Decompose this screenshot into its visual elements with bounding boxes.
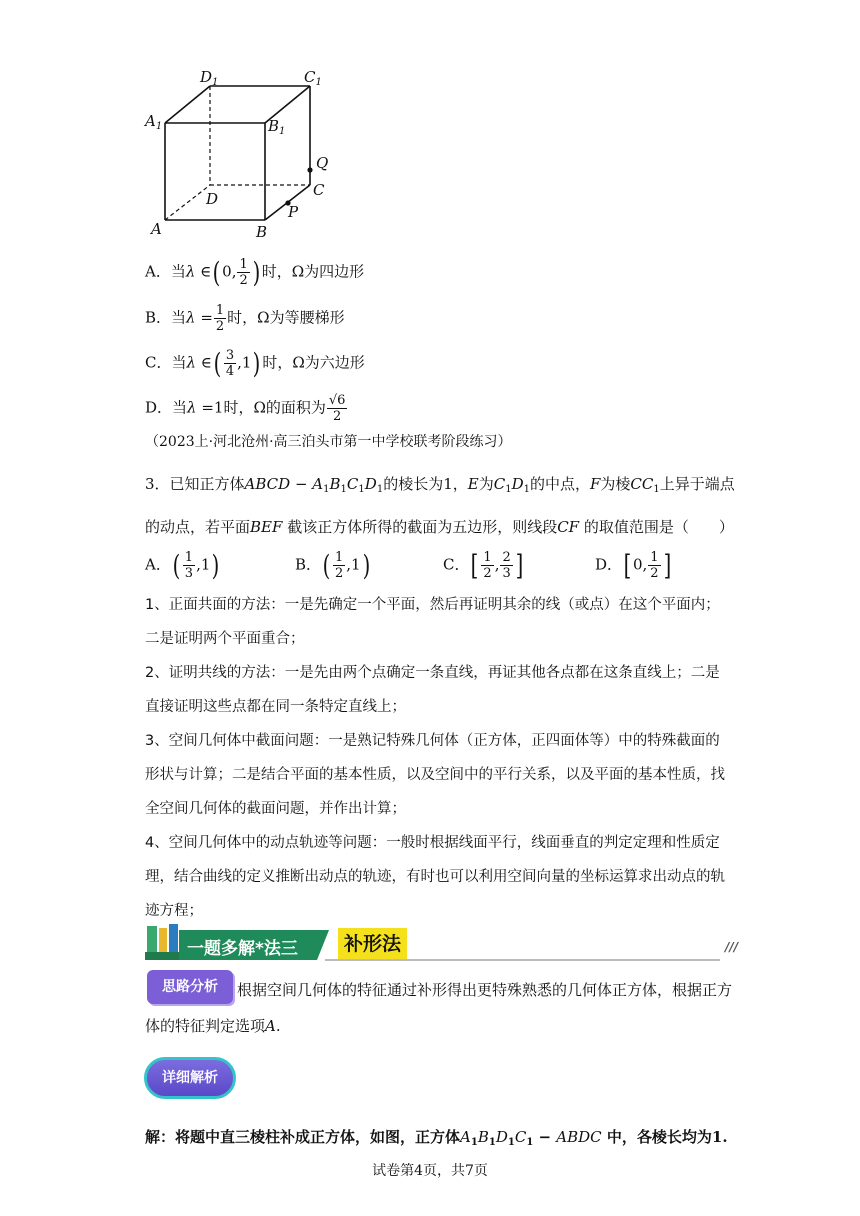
label-C1: $C_1$ (304, 68, 322, 88)
label-P: P (288, 203, 299, 221)
note-1: 1、正面共面的方法：一是先确定一个平面，然后再证明其余的线（或点）在这个平面内；二是证明两个平面重合； (145, 597, 720, 647)
solution-line: 解：将题中直三棱柱补成正方体，如图，正方体$A_1B_1D_1C_1$ − ABDC 中，各棱长均为1. (145, 1128, 728, 1148)
banner-title: 一题多解*法三 (187, 939, 298, 959)
method-banner (145, 922, 740, 964)
page-footer: 试卷第4页，共7页 (372, 1163, 488, 1179)
q3-line-2: 的动点，若平面BEF 截该正方体所得的截面为五边形，则线段CF 的取值范围是（ ） (145, 518, 734, 536)
analysis-text: 根据空间几何体的特征通过补形得出更特殊熟悉的几何体正方体，根据正方体的特征判定选项A. (145, 981, 733, 1035)
question-source: （2023上·河北沧州·高三泊头市第一中学校联考阶段练习） (145, 434, 512, 450)
label-D: D (206, 190, 219, 208)
analysis-tag: 思路分析 (147, 970, 233, 1004)
option-b: B．当λ = $\frac{1}{2}$ 时，Ω为等腰梯形 (145, 303, 345, 334)
label-A1: $A_1$ (145, 112, 163, 132)
option-c: C．当λ ∈( $\frac{3}{4}$ ,1) 时，Ω为六边形 (145, 346, 365, 380)
banner-method: 补形法 (338, 928, 407, 960)
banner-deco: /// (725, 940, 739, 954)
label-D1: $D_1$ (200, 68, 219, 88)
option-d: D．当λ =1时，Ω的面积为 $\frac{√6}{2}$ (145, 393, 346, 424)
label-C: C (313, 181, 325, 199)
banner-rule (325, 959, 720, 961)
note-2: 2、证明共线的方法：一是先由两个点确定一条直线，再证其他各点都在这条直线上；二是直接证明这些点都在同一条特定直线上； (145, 665, 720, 715)
label-B1: $B_1$ (268, 117, 286, 137)
label-A: A (151, 220, 162, 238)
label-B: B (256, 223, 268, 241)
q3-line-1: 3．已知正方体ABCD − $A_1B_1C_1D_1$的棱长为1，E为$C_1D_1$的中点，F为棱$CC_1$上异于端点 (145, 475, 735, 495)
option-a: A．当λ ∈( 0, $\frac{1}{2}$ ) 时，Ω为四边形 (145, 255, 365, 289)
detail-analysis-button[interactable]: 详细解析 (144, 1057, 236, 1099)
note-4: 4、空间几何体中的动点轨迹等问题：一般时根据线面平行，线面垂直的判定定理和性质定理，结合曲线的定义推断出动点的轨迹，有时也可以利用空间向量的坐标运算求出动点的轨迹方程； (145, 835, 725, 919)
label-Q: Q (316, 154, 329, 172)
note-3: 3、空间几何体中截面问题：一是熟记特殊几何体（正方体，正四面体等）中的特殊截面的形状与计算；二是结合平面的基本性质，以及空间中的平行关系，以及平面的基本性质，找全空间几何体的截面问题，并作出计算； (145, 733, 725, 817)
q3-options: A．( $\frac{1}{3}$ ,1) B．( $\frac{1}{2}$ ,1) C．[ $\frac{1}{2}$ , $\frac{2}{3}$ ] D．[ 0, $\frac{1}{2}$ ] (145, 548, 671, 582)
